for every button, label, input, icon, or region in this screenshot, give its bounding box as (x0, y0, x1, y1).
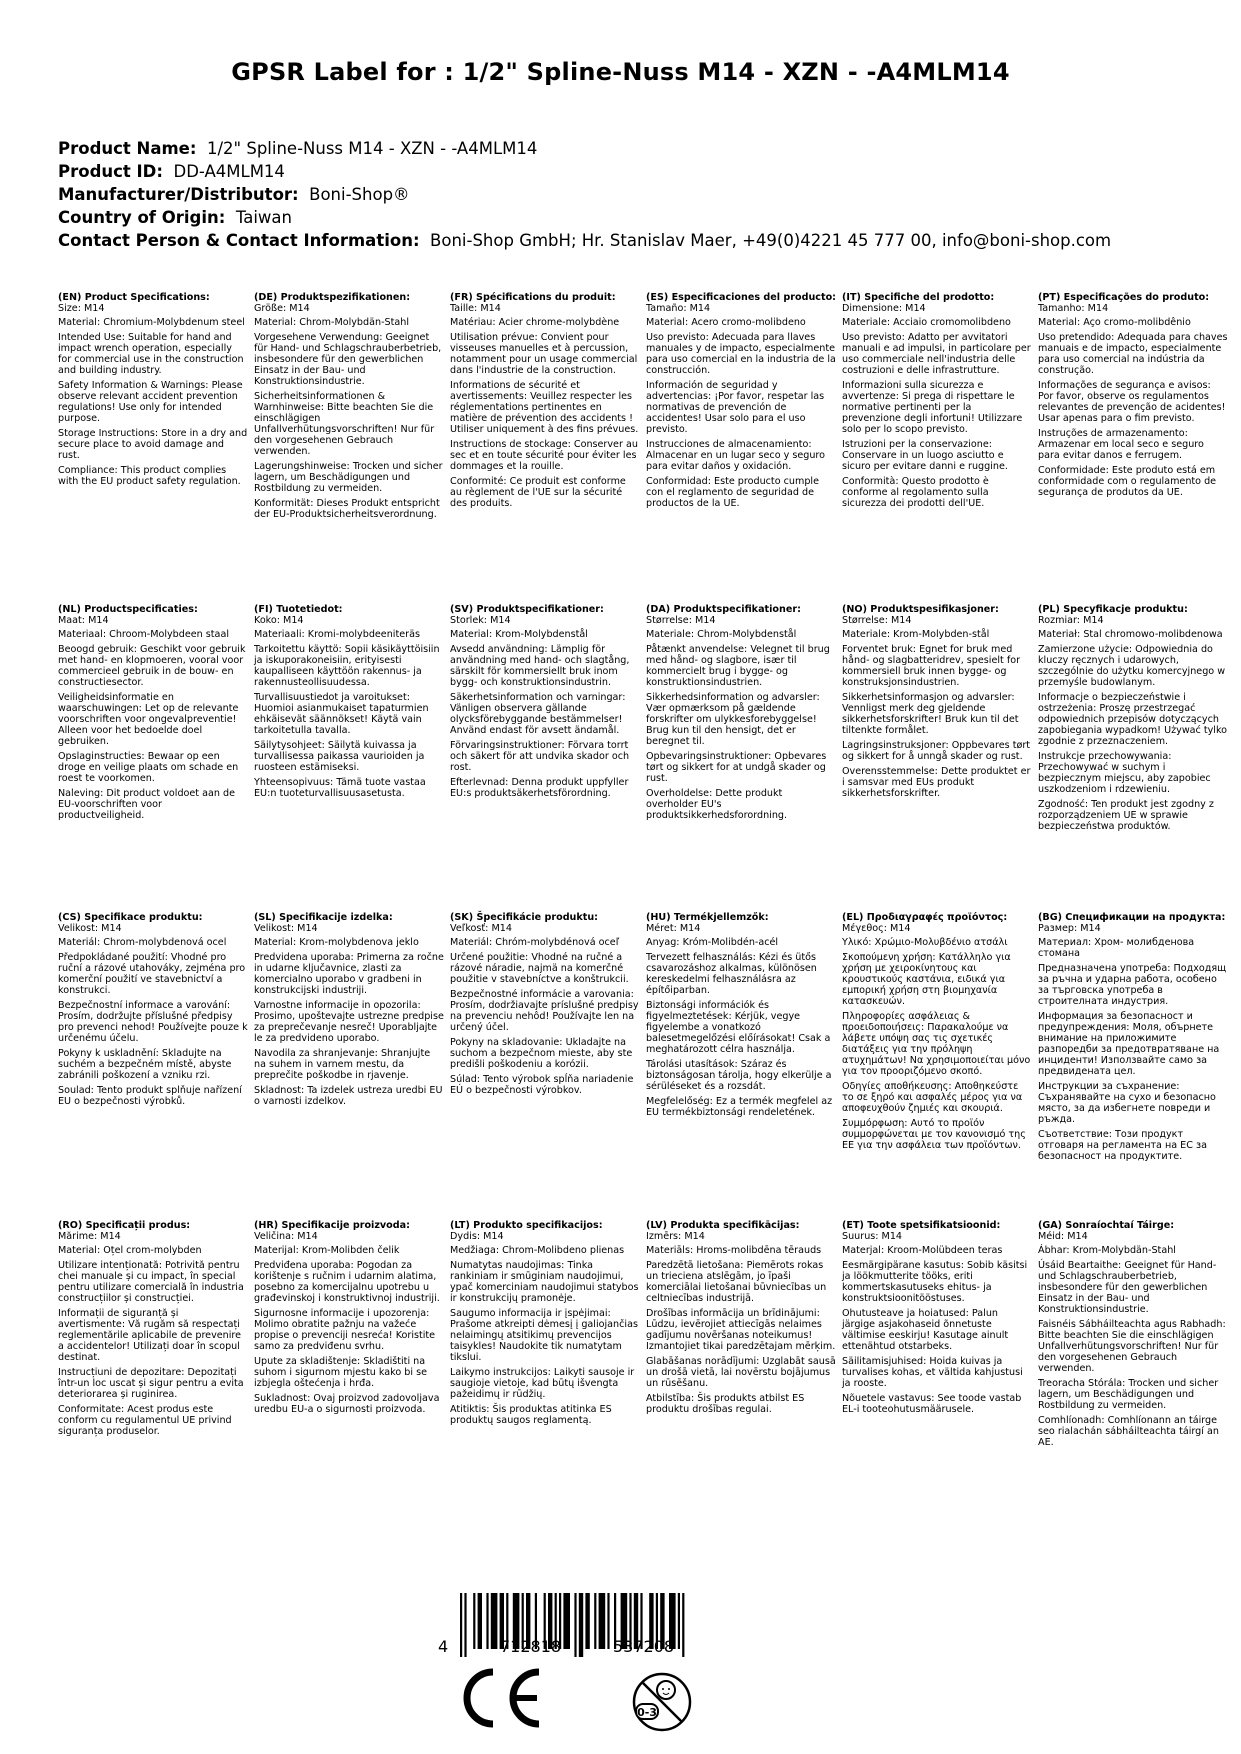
lang-block (254, 1220, 444, 1419)
info-key: Manufacturer/Distributor: (58, 185, 299, 204)
lang-paragraph: Vorgesehene Verwendung: Geeignet für Hand- und Schlagschrauberbetrieb, insbesondere für den gewerblichen Einsatz in der Bau- und Konstruktionsindustrie. (254, 332, 442, 387)
lang-size: Rozmiar: M14 (1038, 615, 1104, 626)
lang-heading: (HU) Termékjellemzők: (646, 912, 769, 923)
lang-heading: (RO) Specificații produs: (58, 1220, 191, 1231)
info-key: Product ID: (58, 162, 163, 181)
lang-paragraph: Laikymo instrukcijos: Laikyti sausoje ir saugioje vietoje, kad būtų išvengta pažeidimų ir rūdžių. (450, 1367, 635, 1400)
lang-paragraph: Navodila za shranjevanje: Shranjujte na suhem in varnem mestu, da preprečite poškodbe in rjavenje. (254, 1048, 431, 1081)
barcode-bar (460, 1593, 462, 1657)
lang-block (1038, 604, 1228, 836)
lang-paragraph: Istruzioni per la conservazione: Conservare in un luogo asciutto e sicuro per evitare danni e ruggine. (842, 439, 1008, 472)
lang-paragraph: Atitiktis: Šis produktas atitinka ES produktų saugos reglamentą. (450, 1404, 612, 1426)
lang-heading: (FR) Spécifications du produit: (450, 292, 616, 303)
lang-paragraph: Uso previsto: Adecuada para llaves manuales y de impacto, especialmente para uso comercial en la industria de la construcción. (646, 332, 836, 376)
lang-paragraph: Información de seguridad y advertencias: ¡Por favor, respetar las normativas de prevención de accidentes! Usar solo para el uso previsto. (646, 380, 825, 435)
lang-paragraph: Bezpečnostní informace a varování: Prosím, dodržujte příslušné předpisy pro prevenci nehod! Používejte pouze k určenému účelu. (58, 1000, 248, 1044)
lang-paragraph: Materiaal: Chroom-Molybdeen staal (58, 629, 229, 640)
lang-paragraph: Glabāšanas norādījumi: Uzglabāt sausā un drošā vietā, lai novērstu bojājumus un rūsēšanu. (646, 1356, 836, 1389)
lang-paragraph: Materiał: Stal chromowo-molibdenowa (1038, 629, 1223, 640)
lang-size: Méret: M14 (646, 923, 701, 934)
lang-block (646, 292, 836, 513)
lang-heading: (PL) Specyfikacje produktu: (1038, 604, 1188, 615)
lang-block (842, 604, 1032, 803)
lang-heading: (IT) Specifiche del prodotto: (842, 292, 995, 303)
info-value: Boni-Shop GmbH; Hr. Stanislav Maer, +49(0)4221 45 777 00, info@boni-shop.com (430, 231, 1112, 250)
lang-size: Méid: M14 (1038, 1231, 1088, 1242)
lang-paragraph: Materiaali: Kromi-molybdeeniteräs (254, 629, 420, 640)
lang-paragraph: Overholdelse: Dette produkt overholder EU's produktsikkerhedsforordning. (646, 788, 788, 821)
lang-paragraph: Uso pretendido: Adequada para chaves manuais e de impacto, especialmente para uso comercial na indústria da construção. (1038, 332, 1228, 376)
lang-paragraph: Úsáid Beartaithe: Geeignet für Hand- und Schlagschrauberbetrieb, insbesondere für den gewerblichen Einsatz in der Bau- und Konstruktionsindustrie. (1038, 1260, 1217, 1315)
age-warning-icon (630, 1670, 694, 1734)
lang-paragraph: Skladnost: Ta izdelek ustreza uredbi EU o varnosti izdelkov. (254, 1085, 443, 1107)
lang-paragraph: Veiligheidsinformatie en waarschuwingen: Let op de relevante voorschriften voor ongevalpreventie! Alleen voor het bedoelde doel gebruiken. (58, 692, 239, 747)
lang-paragraph: Sikkerhetsinformasjon og advarsler: Vennligst merk deg gjeldende sikkerhetsforskrifter! Bruk kun til det tiltenkte formålet. (842, 692, 1019, 736)
lang-paragraph: Инструкции за съхранение: Съхранявайте на сухо и безопасно място, за да избегнете повреди и ръжда. (1038, 1081, 1216, 1125)
contact-row (58, 229, 1111, 252)
lang-paragraph: Conformidad: Este producto cumple con el reglamento de seguridad de productos de la UE. (646, 476, 819, 509)
lang-size: Mărime: M14 (58, 1231, 121, 1242)
barcode-bars (436, 1593, 756, 1665)
lang-paragraph: Υλικό: Χρώμιο-Μολυβδένιο ατσάλι (842, 937, 1008, 948)
lang-paragraph: Avsedd användning: Lämplig för användning med hand- och slagtång, särskilt för kommersiellt bruk inom bygg- och konstruktionsindustrin. (450, 644, 630, 688)
lang-size: Suurus: M14 (842, 1231, 903, 1242)
lang-paragraph: Material: Acero cromo-molibdeno (646, 317, 806, 328)
lang-heading: (CS) Specifikace produktu: (58, 912, 203, 923)
lang-heading: (NL) Productspecificaties: (58, 604, 198, 615)
lang-heading: (EN) Product Specifications: (58, 292, 210, 303)
lang-size: Izmērs: M14 (646, 1231, 705, 1242)
info-value: 1/2" Spline-Nuss M14 - XZN - -A4MLM14 (206, 139, 538, 158)
lang-size: Velikost: M14 (58, 923, 122, 934)
lang-heading: (GA) Sonraíochtaí Táirge: (1038, 1220, 1175, 1231)
lang-paragraph: Sukladnost: Ovaj proizvod zadovoljava uredbu EU-a o sigurnosti proizvoda. (254, 1393, 440, 1415)
lang-paragraph: Instrucciones de almacenamiento: Almacenar en un lugar seco y seguro para evitar daños y oxidación. (646, 439, 826, 472)
lang-paragraph: Zamierzone użycie: Odpowiednia do kluczy ręcznych i udarowych, szczególnie do użytku komercyjnego w przemyśle budowlanym. (1038, 644, 1226, 688)
lang-heading: (LV) Produkta specifikācijas: (646, 1220, 800, 1231)
lang-paragraph: Opbevaringsinstruktioner: Opbevares tørt og sikkert for at undgå skader og rust. (646, 751, 827, 784)
lang-block (1038, 292, 1228, 502)
lang-paragraph: Ohutusteave ja hoiatused: Palun järgige asjakohaseid õnnetuste vältimise eeskirju! Kasutage ainult ettenähtud otstarbeks. (842, 1308, 1009, 1352)
lang-block (1038, 1220, 1228, 1452)
age-warning (630, 1670, 694, 1734)
age-label: 0-3 (637, 1706, 657, 1719)
lang-paragraph: Förvaringsinstruktioner: Förvara torrt och säkert för att undvika skador och rost. (450, 740, 630, 773)
lang-size: Veličina: M14 (254, 1231, 318, 1242)
barcode-bar (473, 1593, 475, 1649)
lang-block (646, 912, 836, 1122)
lang-paragraph: Numatytas naudojimas: Tinka rankiniam ir smūginiam naudojimui, ypač komerciniam naudojimui statybos ir konstrukcijų pramonėje. (450, 1260, 639, 1304)
ce-mark-icon (455, 1666, 545, 1730)
lang-paragraph: Material: Krom-molybdenova jeklo (254, 937, 419, 948)
barcode-bar (594, 1593, 596, 1649)
lang-paragraph: Konformität: Dieses Produkt entspricht der EU-Produktsicherheitsverordnung. (254, 498, 440, 520)
lang-size: Dimensione: M14 (842, 303, 926, 314)
lang-paragraph: Drošības informācija un brīdinājumi: Lūdzu, ievērojiet attiecīgās nelaimes gadījumu novēršanas noteikumus! Izmantojiet tikai paredzētajam mērķim. (646, 1308, 836, 1352)
lang-paragraph: Treoracha Stórála: Trocken und sicher lagern, um Beschädigungen und Rostbildung zu vermeiden. (1038, 1378, 1219, 1411)
lang-heading: (ES) Especificaciones del producto: (646, 292, 837, 303)
lang-paragraph: Určené použitie: Vhodné na ručné a rázové náradie, najmä na komerčné použitie v stavebníctve a konštrukcii. (450, 952, 629, 985)
lang-size: Storlek: M14 (450, 615, 511, 626)
lang-paragraph: Påtænkt anvendelse: Velegnet til brug med hånd- og slagbore, især til kommercielt brug i bygge- og konstruktionsindustrien. (646, 644, 830, 688)
lang-block (450, 604, 640, 803)
lang-paragraph: Informações de segurança e avisos: Por favor, observe os regulamentos relevantes de prevenção de acidentes! Usar apenas para o fim previsto. (1038, 380, 1226, 424)
lang-paragraph: Upute za skladištenje: Skladištiti na suhom i sigurnom mjestu kako bi se izbjegla oštećenja i hrđa. (254, 1356, 428, 1389)
lang-paragraph: Matériau: Acier chrome-molybdène (450, 317, 620, 328)
barcode-bar (585, 1593, 589, 1649)
lang-paragraph: Conformidade: Este produto está em conformidade com o regulamento de segurança de produtos da UE. (1038, 465, 1217, 498)
lang-paragraph: Tárolási utasítások: Száraz és biztonságosan tárolja, hogy elkerülje a sérüléseket és a rozsdát. (646, 1059, 832, 1092)
barcode-bar (464, 1593, 466, 1657)
lang-paragraph: Material: Chromium-Molybdenum steel (58, 317, 245, 328)
barcode-bar (574, 1593, 576, 1657)
lang-heading: (DA) Produktspecifikationer: (646, 604, 801, 615)
lang-paragraph: Predviđena uporaba: Pogodan za korištenje s ručnim i udarnim alatima, posebno za komercijalnu upotrebu u građevinskoj i konstruktivnoj industriji. (254, 1260, 440, 1304)
lang-heading: (SK) Špecifikácie produktu: (450, 912, 599, 923)
lang-paragraph: Sigurnosne informacije i upozorenja: Molimo obratite pažnju na važeće propise o prevenciji nesreća! Koristite samo za predviđenu svrhu. (254, 1308, 436, 1352)
lang-paragraph: Compliance: This product complies with the EU product safety regulation. (58, 465, 241, 487)
lang-size: Veľkosť: M14 (450, 923, 512, 934)
lang-block (646, 604, 836, 825)
lang-heading: (EL) Προδιαγραφές προϊόντος: (842, 912, 1008, 923)
manufacturer-row (58, 183, 1111, 206)
lang-paragraph: Pokyny k uskladnění: Skladujte na suchém a bezpečném místě, abyste zabránili poškození a vzniku rzi. (58, 1048, 232, 1081)
lang-paragraph: Turvallisuustiedot ja varoitukset: Huomioi asianmukaiset tapaturmien ehkäisevät säännökset! Käytä vain tarkoitetulla tavalla. (254, 692, 429, 736)
lang-paragraph: Informazioni sulla sicurezza e avvertenze: Si prega di rispettare le normative pertinenti per la prevenzione degli infortuni! Utilizzare solo per lo scopo previsto. (842, 380, 1023, 435)
lang-paragraph: Instrukcje przechowywania: Przechowywać w suchym i bezpiecznym miejscu, aby zapobiec uszkodzeniom i rdzewieniu. (1038, 751, 1211, 795)
info-value: DD-A4MLM14 (173, 162, 285, 181)
page-title: GPSR Label for : 1/2" Spline-Nuss M14 - XZN - -A4MLM14 (231, 58, 1010, 86)
lang-size: Maat: M14 (58, 615, 109, 626)
lang-size: Größe: M14 (254, 303, 310, 314)
lang-size: Tamanho: M14 (1038, 303, 1109, 314)
lang-paragraph: Предназначена употреба: Подходящ за ръчна и ударна работа, особено за търговска употреба в строителната индустрия. (1038, 963, 1227, 1007)
country-row (58, 206, 1111, 229)
lang-paragraph: Naleving: Dit product voldoet aan de EU-voorschriften voor productveiligheid. (58, 788, 235, 821)
lang-block (58, 1220, 248, 1441)
lang-block (1038, 912, 1228, 1166)
lang-paragraph: Safety Information & Warnings: Please observe relevant accident prevention regulations! Use only for intended purpose. (58, 380, 243, 424)
lang-paragraph: Anyag: Króm-Molibdén-acél (646, 937, 779, 948)
barcode-bar (678, 1593, 680, 1649)
lang-paragraph: Material: Aço cromo-molibdênio (1038, 317, 1191, 328)
barcode-digits-right: 537208 (613, 1637, 675, 1656)
lang-size: Размер: M14 (1038, 923, 1101, 934)
lang-paragraph: Atbilstība: Šis produkts atbilst ES produktu drošības regulai. (646, 1393, 805, 1415)
lang-paragraph: Overensstemmelse: Dette produktet er i samsvar med EUs produkt sikkerhetsforskrifter. (842, 766, 1031, 799)
lang-paragraph: Soulad: Tento produkt splňuje nařízení EU o bezpečnosti výrobků. (58, 1085, 242, 1107)
lang-heading: (SL) Specifikacije izdelka: (254, 912, 393, 923)
barcode-bar (563, 1593, 570, 1649)
lang-paragraph: Lagringsinstruksjoner: Oppbevares tørt og sikkert for å unngå skader og rust. (842, 740, 1031, 762)
lang-paragraph: Instruções de armazenamento: Armazenar em local seco e seguro para evitar danos e ferrugem. (1038, 428, 1204, 461)
lang-paragraph: Lagerungshinweise: Trocken und sicher lagern, um Beschädigungen und Rostbildung zu vermeiden. (254, 461, 443, 494)
lang-paragraph: Materiale: Krom-Molybden-stål (842, 629, 990, 640)
lang-paragraph: Bezpečnostné informácie a varovania: Prosím, dodržiavajte príslušné predpisy na prevenciu nehôd! Používajte len na určený účel. (450, 989, 639, 1033)
lang-paragraph: Sicherheitsinformationen & Warnhinweise: Bitte beachten Sie die einschlägigen Unfallverhütungsvorschriften! Nur für den vorgesehenen Gebrauch verwenden. (254, 391, 435, 457)
lang-paragraph: Material: Krom-Molybdenstål (450, 629, 588, 640)
lang-block (842, 292, 1032, 513)
lang-paragraph: Zgodność: Ten produkt jest zgodny z rozporządzeniem UE w sprawie bezpieczeństwa produktów. (1038, 799, 1214, 832)
lang-paragraph: Medžiaga: Chrom-Molibdeno plienas (450, 1245, 625, 1256)
info-key: Country of Origin: (58, 208, 226, 227)
lang-paragraph: Saugumo informacija ir įspėjimai: Prašome atkreipti dėmesį į galiojančias nelaimingų atsitikimų prevencijos taisykles! Naudokite tik numatytam tikslui. (450, 1308, 638, 1363)
lang-block (842, 912, 1032, 1155)
lang-block (450, 912, 640, 1100)
lang-size: Velikost: M14 (254, 923, 318, 934)
lang-paragraph: Materiale: Chrom-Molybdenstål (646, 629, 797, 640)
lang-paragraph: Biztonsági információk és figyelmeztetések: Kérjük, vegye figyelembe a vonatkozó balesetmegelőzési előírásokat! Csak a meghatározott célra használja. (646, 1000, 831, 1055)
lang-block (842, 1220, 1032, 1419)
barcode-bar (599, 1593, 606, 1649)
lang-size: Taille: M14 (450, 303, 501, 314)
lang-paragraph: Instrucțiuni de depozitare: Depozitați într-un loc uscat și sigur pentru a evita deteriorarea și ruginirea. (58, 1367, 244, 1400)
barcode-bar (486, 1593, 488, 1649)
lang-paragraph: Съответствие: Този продукт отговаря на регламента на ЕС за безопасност на продуктите. (1038, 1129, 1207, 1162)
lang-paragraph: Informacje o bezpieczeństwie i ostrzeżenia: Proszę przestrzegać odpowiednich przepisów dotyczących zapobiegania wypadkom! Używać tylko zgodnie z przeznaczeniem. (1038, 692, 1228, 747)
lang-paragraph: Predvidena uporaba: Primerna za ročne in udarne ključavnice, zlasti za komercialno uporabo v gradbeni in konstrukcijski industriji. (254, 952, 444, 996)
lang-paragraph: Materiál: Chróm-molybdénová oceľ (450, 937, 620, 948)
lang-paragraph: Συμμόρφωση: Αυτό το προϊόν συμμορφώνεται με τον κανονισμό της ΕΕ για την ασφάλεια των προϊόντων. (842, 1118, 1026, 1151)
lang-paragraph: Megfelelőség: Ez a termék megfelel az EU termékbiztonsági rendeletének. (646, 1096, 833, 1118)
lang-paragraph: Materijal: Krom-Molibden čelik (254, 1245, 400, 1256)
ce-mark (455, 1666, 545, 1730)
lang-paragraph: Storage Instructions: Store in a dry and secure place to avoid damage and rust. (58, 428, 248, 461)
lang-paragraph: Säilitamisjuhised: Hoida kuivas ja turvalises kohas, et vältida kahjustusi ja rooste. (842, 1356, 1023, 1389)
lang-block (58, 292, 248, 491)
lang-paragraph: Säilytysohjeet: Säilytä kuivassa ja turvallisessa paikassa vaurioiden ja ruosteen estämiseksi. (254, 740, 425, 773)
lang-paragraph: Pokyny na skladovanie: Ukladajte na suchom a bezpečnom mieste, aby ste predišli poškodeniu a korózii. (450, 1037, 633, 1070)
lang-block (58, 604, 248, 825)
lang-paragraph: Opslaginstructies: Bewaar op een droge en veilige plaats om schade en roest te voorkomen. (58, 751, 239, 784)
lang-block (58, 912, 248, 1111)
lang-heading: (NO) Produktspesifikasjoner: (842, 604, 999, 615)
lang-paragraph: Conformitate: Acest produs este conform cu regulamentul UE privind siguranța produselor. (58, 1404, 232, 1437)
lang-paragraph: Materiál: Chrom-molybdenová ocel (58, 937, 227, 948)
lang-heading: (FI) Tuotetiedot: (254, 604, 343, 615)
info-key: Product Name: (58, 139, 197, 158)
lang-heading: (HR) Specifikacije proizvoda: (254, 1220, 410, 1231)
lang-paragraph: Comhlíonadh: Comhlíonann an táirge seo rialachán sábháilteachta táirgí an AE. (1038, 1415, 1219, 1448)
lang-heading: (DE) Produktspezifikationen: (254, 292, 411, 303)
lang-paragraph: Material: Chrom-Molybdän-Stahl (254, 317, 410, 328)
lang-paragraph: Material: Oțel crom-molybden (58, 1245, 202, 1256)
lang-paragraph: Σκοπούμενη χρήση: Κατάλληλο για χρήση με χειροκίνητους και κρουστικούς καστάνια, ειδικά για εμπορική χρήση στη βιομηχανία κατασκευών. (842, 952, 1011, 1007)
product-name-row (58, 137, 1111, 160)
lang-paragraph: Instructions de stockage: Conserver au sec et en toute sécurité pour éviter les dommages et la rouille. (450, 439, 638, 472)
lang-heading: (LT) Produkto specifikacijos: (450, 1220, 603, 1231)
lang-paragraph: Informations de sécurité et avertissements: Veuillez respecter les réglementations pertinentes en matière de prévention des accidents ! Utiliser uniquement à des fins prévues. (450, 380, 639, 435)
lang-paragraph: Paredzētā lietošana: Piemērots rokas un trieciena atslēgām, jo īpaši komerciālai lietošanai būvniecības un celtniecības industrijā. (646, 1260, 827, 1304)
lang-size: Koko: M14 (254, 615, 304, 626)
lang-block (450, 292, 640, 513)
lang-paragraph: Efterlevnad: Denna produkt uppfyller EU:s produktsäkerhetsförordning. (450, 777, 629, 799)
lang-paragraph: Materiale: Acciaio cromomolibdeno (842, 317, 1011, 328)
lang-block (254, 912, 444, 1111)
lang-paragraph: Материал: Хром- молибденова стомана (1038, 937, 1195, 959)
barcode-bar (579, 1593, 583, 1657)
lang-size: Størrelse: M14 (646, 615, 716, 626)
lang-heading: (ET) Toote spetsifikatsioonid: (842, 1220, 1001, 1231)
lang-paragraph: Materiāls: Hroms-molibdēna tērauds (646, 1245, 822, 1256)
barcode-digits-left: 712818 (500, 1637, 562, 1656)
lang-paragraph: Informații de siguranță și avertismente: Vă rugăm să respectați reglementările aplicabile de prevenire a accidentelor! Utilizați doar în scopul destinat. (58, 1308, 242, 1363)
lang-paragraph: Πληροφορίες ασφάλειας & προειδοποιήσεις: Παρακαλούμε να λάβετε υπόψη σας τις σχετικές διατάξεις για την πρόληψη ατυχημάτων! Να χρησιμοποιείται μόνο για τον προοριζόμενο σκοπό. (842, 1011, 1031, 1077)
lang-block (254, 292, 444, 524)
lang-block (254, 604, 444, 803)
lang-paragraph: Súlad: Tento výrobok spĺňa nariadenie EÚ o bezpečnosti výrobkov. (450, 1074, 634, 1096)
product-id-row (58, 160, 1111, 183)
lang-paragraph: Varnostne informacije in opozorila: Prosimo, upoštevajte ustrezne predpise za preprečevanje nesreč! Uporabljajte le za predvideno uporabo. (254, 1000, 444, 1044)
lang-paragraph: Intended Use: Suitable for hand and impact wrench operation, especially for commercial use in the construction and building industry. (58, 332, 244, 376)
lang-paragraph: Информация за безопасност и предупреждения: Моля, обърнете внимание на приложимите разпоредби за предотвратяване на инциденти! Използвайте само за предвидената цел. (1038, 1011, 1220, 1077)
lang-paragraph: Eesmärgipärane kasutus: Sobib käsitsi ja löökmutterite tööks, eriti kommertskasutuseks ehitus- ja konstruktsioonitööstuses. (842, 1260, 1028, 1304)
info-value: Taiwan (235, 208, 292, 227)
lang-paragraph: Οδηγίες αποθήκευσης: Αποθηκεύστε το σε ξηρό και ασφαλές μέρος για να αποφευχθούν ζημιές και σκουριά. (842, 1081, 1023, 1114)
lang-paragraph: Forventet bruk: Egnet for bruk med hånd- og slagbatteridrev, spesielt for kommersiell bruk innen bygge- og konstruksjonsindustrien. (842, 644, 1021, 688)
barcode-bar (682, 1593, 684, 1657)
barcode-bar (607, 1593, 609, 1649)
lang-paragraph: Nõuetele vastavus: See toode vastab EL-i tooteohutusmäärusele. (842, 1393, 1022, 1415)
lang-paragraph: Předpokládané použití: Vhodné pro ruční a rázové utahováky, zejména pro komerční použití ve stavebnictví a konstrukci. (58, 952, 246, 996)
barcode-bar (491, 1593, 498, 1649)
lang-block (450, 1220, 640, 1430)
lang-paragraph: Conformité: Ce produit est conforme au règlement de l'UE sur la sécurité des produits. (450, 476, 626, 509)
lang-paragraph: Faisnéis Sábháilteachta agus Rabhadh: Bitte beachten Sie die einschlägigen Unfallverhütungsvorschriften! Nur für den vorgesehenen Gebrauch verwenden. (1038, 1319, 1226, 1374)
lang-paragraph: Tervezett felhasználás: Kézi és ütős csavarozáshoz alkalmas, különösen kereskedelmi felhasználásra az építőiparban. (646, 952, 817, 996)
info-key: Contact Person & Contact Information: (58, 231, 420, 250)
product-info (58, 137, 1111, 252)
lang-heading: (SV) Produktspecifikationer: (450, 604, 604, 615)
lang-heading: (BG) Спецификации на продукта: (1038, 912, 1226, 923)
lang-paragraph: Tarkoitettu käyttö: Sopii käsikäyttöisiin ja iskuporakoneisiin, erityisesti kaupalliseen käyttöön rakennus- ja rakennusteollisuudessa. (254, 644, 440, 688)
lang-block (646, 1220, 836, 1419)
lang-paragraph: Sikkerhedsinformation og advarsler: Vær opmærksom på gældende forskrifter om ulykkesforebyggelse! Brug kun til den hensigt, det er beregnet til. (646, 692, 820, 747)
barcode-digit-lead: 4 (438, 1637, 449, 1656)
lang-paragraph: Beoogd gebruik: Geschikt voor gebruik met hand- en klopmoeren, vooral voor commercieel gebruik in de bouw- en constructiesector. (58, 644, 246, 688)
lang-size: Størrelse: M14 (842, 615, 912, 626)
lang-paragraph: Materjal: Kroom-Molübdeen teras (842, 1245, 1003, 1256)
lang-size: Μέγεθος: M14 (842, 923, 911, 934)
barcode-bar (478, 1593, 482, 1649)
lang-paragraph: Yhteensopivuus: Tämä tuote vastaa EU:n tuoteturvallisuusasetusta. (254, 777, 426, 799)
lang-size: Size: M14 (58, 303, 105, 314)
lang-size: Dydis: M14 (450, 1231, 504, 1242)
lang-size: Tamaño: M14 (646, 303, 711, 314)
info-value: Boni-Shop® (309, 185, 410, 204)
lang-paragraph: Ábhar: Krom-Molybdän-Stahl (1038, 1245, 1176, 1256)
lang-paragraph: Uso previsto: Adatto per avvitatori manuali e ad impulsi, in particolare per uso commerciale nell'industria delle costruzioni e delle infrastrutture. (842, 332, 1031, 376)
lang-paragraph: Conformità: Questo prodotto è conforme al regolamento sulla sicurezza dei prodotti dell'UE. (842, 476, 989, 509)
lang-paragraph: Utilizare intenționată: Potrivită pentru chei manuale și cu impact, în special pentru utilizare comercială în industria construcțiilor și construcției. (58, 1260, 244, 1304)
lang-paragraph: Säkerhetsinformation och varningar: Vänligen observera gällande olycksförebyggande bestämmelser! Använd endast för avsett ändamål. (450, 692, 626, 736)
lang-paragraph: Utilisation prévue: Convient pour visseuses manuelles et à percussion, notamment pour un usage commercial dans l'industrie de la construction. (450, 332, 638, 376)
lang-heading: (PT) Especificações do produto: (1038, 292, 1210, 303)
